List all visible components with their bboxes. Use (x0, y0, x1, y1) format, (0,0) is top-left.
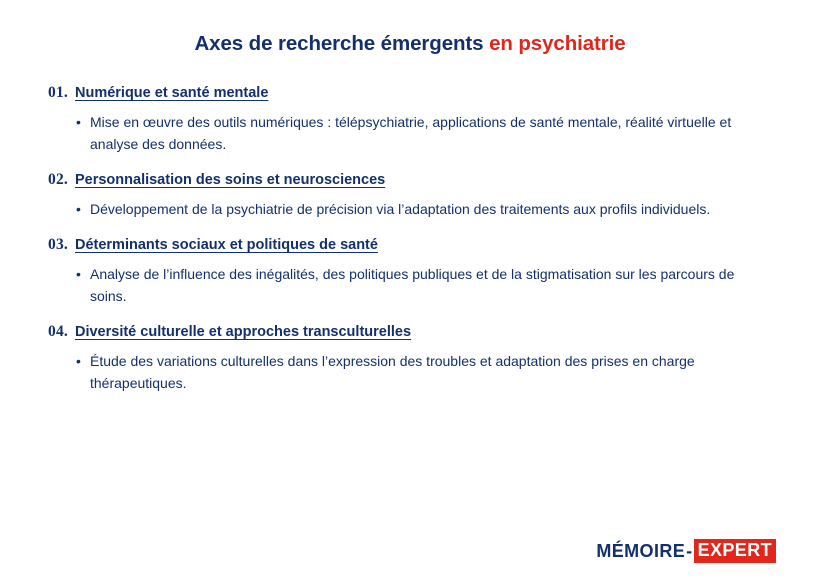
brand-logo (596, 539, 776, 563)
list-item-bullet (48, 350, 764, 394)
brand-logo-right: EXPERT (694, 539, 776, 563)
list-item-heading: Déterminants sociaux et politiques de santé (74, 237, 378, 253)
page-title-accent: en psychiatrie (489, 32, 626, 55)
list-item-number: 04. (48, 323, 68, 340)
list-item (48, 171, 764, 220)
brand-logo-left: MÉMOIRE (596, 540, 686, 561)
bullet-dot-icon: • (76, 353, 81, 369)
brand-logo-dash: - (686, 540, 693, 561)
bullet-dot-icon: • (76, 114, 81, 130)
list-item-text: Analyse de l’influence des inégalités, des politiques publiques et de la stigmatisation sur les parcours de soins. (90, 266, 735, 304)
list-item-number: 01. (48, 84, 68, 101)
list-item (48, 84, 764, 155)
list-item-header (48, 323, 764, 341)
list-item-heading: Diversité culturelle et approches transculturelles (74, 324, 412, 340)
list-item-bullet (48, 263, 764, 307)
bullet-dot-icon: • (76, 201, 81, 217)
slide (0, 32, 820, 587)
list-item-text: Développement de la psychiatrie de précision via l’adaptation des traitements aux profils individuels. (90, 201, 711, 217)
list-item-bullet (48, 198, 764, 220)
list-item-header (48, 171, 764, 189)
list-item-number: 02. (48, 171, 68, 188)
bullet-dot-icon: • (76, 266, 81, 282)
list-item-header (48, 84, 764, 102)
list-item-text: Mise en œuvre des outils numériques : télépsychiatrie, applications de santé mentale, réalité virtuelle et analyse des données. (90, 114, 732, 152)
list-item-bullet (48, 111, 764, 155)
page-title (0, 32, 820, 56)
content-list (0, 84, 820, 394)
list-item-number: 03. (48, 236, 68, 253)
list-item-heading: Personnalisation des soins et neurosciences (74, 172, 386, 188)
list-item-heading: Numérique et santé mentale (74, 85, 269, 101)
list-item (48, 323, 764, 394)
list-item-text: Étude des variations culturelles dans l’expression des troubles et adaptation des prises en charge thérapeutiques. (90, 353, 695, 391)
list-item (48, 236, 764, 307)
list-item-header (48, 236, 764, 254)
page-title-main: Axes de recherche émergents (194, 32, 490, 55)
